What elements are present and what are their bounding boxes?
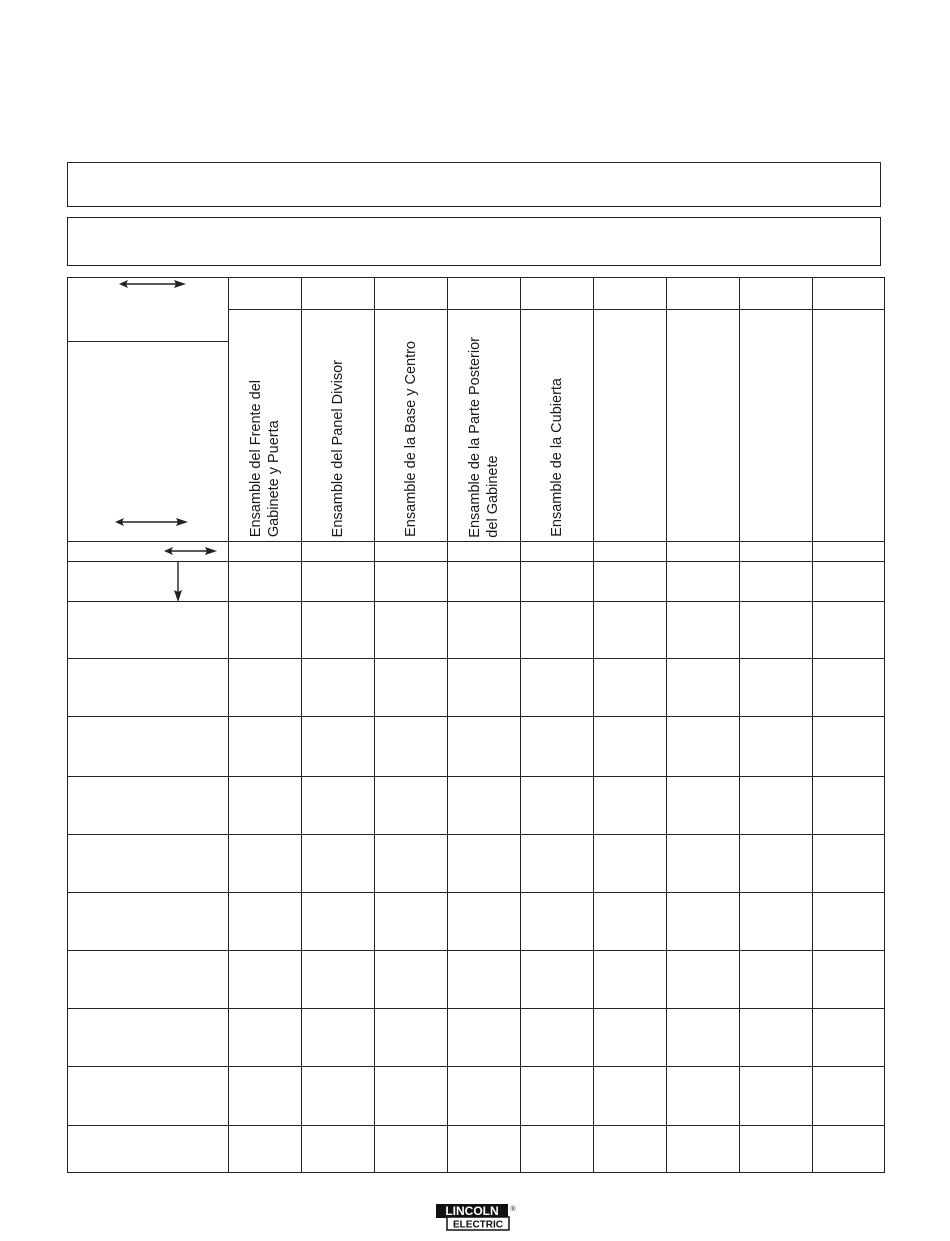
- table-row: [68, 659, 885, 717]
- table-cell: [448, 602, 521, 659]
- row-header-cell: [68, 892, 229, 950]
- arrow-down-icon: [172, 562, 184, 604]
- table-cell: [667, 834, 740, 892]
- table-cell: [813, 602, 885, 659]
- lincoln-electric-logo: [435, 1203, 517, 1231]
- table-row: [68, 892, 885, 950]
- table-cell: [375, 562, 448, 602]
- table-cell: [667, 1125, 740, 1172]
- table-cell: [302, 776, 375, 834]
- table-cell: [740, 717, 813, 776]
- table-cell: [813, 834, 885, 892]
- column-label: Ensamble de la Base y Centro: [403, 341, 419, 538]
- column-label-cell: [521, 310, 594, 542]
- table-cell: [229, 950, 302, 1008]
- column-label-cell: [302, 310, 375, 542]
- table-row: [68, 1008, 885, 1066]
- table-cell: [448, 1008, 521, 1066]
- table-cell: [448, 776, 521, 834]
- table-cell: [521, 717, 594, 776]
- table-cell: [813, 950, 885, 1008]
- table-cell: [521, 834, 594, 892]
- column-label: Ensamble del Panel Divisor: [330, 359, 346, 538]
- corner-divider: [67, 341, 229, 342]
- table-cell: [740, 776, 813, 834]
- table-cell: [667, 717, 740, 776]
- arrow-right-icon: [118, 278, 188, 290]
- table-cell: [302, 659, 375, 717]
- table-cell: [594, 776, 667, 834]
- table-cell: [448, 659, 521, 717]
- column-label-cell: [375, 310, 448, 542]
- table-cell: [375, 892, 448, 950]
- table-cell: [229, 717, 302, 776]
- table-cell: [521, 950, 594, 1008]
- table-cell: [229, 776, 302, 834]
- table-cell: [594, 892, 667, 950]
- table-cell: [302, 562, 375, 602]
- table-cell: [375, 659, 448, 717]
- column-label: Ensamble del Frente del Gabinete y Puerta: [248, 380, 282, 538]
- table-cell: [375, 602, 448, 659]
- row-header-cell: [68, 834, 229, 892]
- table-cell: [667, 659, 740, 717]
- table-cell: [229, 834, 302, 892]
- table-row: [68, 602, 885, 659]
- row-header-cell: [68, 602, 229, 659]
- table-cell: [740, 659, 813, 717]
- table-cell: [521, 892, 594, 950]
- row-header-cell: [68, 950, 229, 1008]
- header-row-labels: [68, 310, 885, 542]
- table-cell: [375, 776, 448, 834]
- table-cell: [229, 562, 302, 602]
- corner-cell-top: [68, 278, 229, 310]
- table-cell: [521, 776, 594, 834]
- table-row: [68, 1066, 885, 1125]
- column-number-cell: [229, 278, 302, 310]
- table-cell: [594, 659, 667, 717]
- table-cell: [302, 1066, 375, 1125]
- table-cell: [375, 950, 448, 1008]
- table-cell: [740, 892, 813, 950]
- column-number-cell: [448, 278, 521, 310]
- table-cell: [813, 776, 885, 834]
- table-cell: [302, 834, 375, 892]
- row-header-cell: [68, 717, 229, 776]
- table-cell: [740, 834, 813, 892]
- column-number-cell: [740, 278, 813, 310]
- table-cell: [667, 892, 740, 950]
- header-box-1: [67, 162, 881, 207]
- column-number-cell: [521, 278, 594, 310]
- table-cell: [229, 1066, 302, 1125]
- table-cell: [740, 1066, 813, 1125]
- logo-line-1: LINCOLN: [445, 1204, 499, 1218]
- table-cell: [813, 1066, 885, 1125]
- table-cell: [667, 776, 740, 834]
- column-label-cell: [667, 310, 740, 542]
- table-cell: [740, 950, 813, 1008]
- table-cell: [302, 950, 375, 1008]
- table-cell: [229, 892, 302, 950]
- table-cell: [594, 1008, 667, 1066]
- table-cell: [740, 562, 813, 602]
- table-row: [68, 834, 885, 892]
- table-cell: [667, 562, 740, 602]
- column-number-cell: [667, 278, 740, 310]
- table-cell: [521, 1008, 594, 1066]
- table-cell: [594, 950, 667, 1008]
- column-number-cell: [302, 278, 375, 310]
- column-number-cell: [375, 278, 448, 310]
- table-cell: [448, 717, 521, 776]
- table-row: [68, 776, 885, 834]
- table-cell: [229, 659, 302, 717]
- table-cell: [229, 1125, 302, 1172]
- arrow-right-icon: [163, 545, 219, 557]
- column-label-cell: [229, 310, 302, 542]
- table-cell: [448, 892, 521, 950]
- column-label-cell: [594, 310, 667, 542]
- table-cell: [302, 602, 375, 659]
- table-row: [68, 950, 885, 1008]
- table-cell: [375, 1008, 448, 1066]
- table-cell: [375, 834, 448, 892]
- table-cell: [813, 717, 885, 776]
- table-cell: [448, 562, 521, 602]
- table-cell: [594, 602, 667, 659]
- table-cell: [740, 1008, 813, 1066]
- corner-cell-bottom: [68, 310, 229, 542]
- table-row: [68, 717, 885, 776]
- table-cell: [667, 602, 740, 659]
- table-cell: [813, 1008, 885, 1066]
- row-header-cell: [68, 659, 229, 717]
- table-cell: [813, 1125, 885, 1172]
- row-header-cell: [68, 776, 229, 834]
- table-cell: [813, 659, 885, 717]
- table-cell: [740, 602, 813, 659]
- table-cell: [448, 1066, 521, 1125]
- table-cell: [813, 562, 885, 602]
- row-header-cell: [68, 1125, 229, 1172]
- table-cell: [594, 1066, 667, 1125]
- logo-mark: ®: [510, 1206, 516, 1213]
- table-cell: [521, 602, 594, 659]
- table-cell: [594, 1125, 667, 1172]
- table-cell: [302, 1125, 375, 1172]
- row-header-cell: [68, 1066, 229, 1125]
- table-cell: [448, 834, 521, 892]
- table-cell: [229, 1008, 302, 1066]
- row-header-cell: [68, 562, 229, 602]
- table-cell: [375, 717, 448, 776]
- header-row-top: [68, 278, 885, 310]
- table-cell: [813, 892, 885, 950]
- table-cell: [594, 717, 667, 776]
- column-label-cell: [448, 310, 521, 542]
- table-cell: [667, 1008, 740, 1066]
- table-cell: [375, 1066, 448, 1125]
- table-cell: [521, 1125, 594, 1172]
- table-cell: [448, 950, 521, 1008]
- table-row: [68, 562, 885, 602]
- parts-matrix-table: [67, 277, 885, 1173]
- table-cell: [521, 562, 594, 602]
- table-row: [68, 1125, 885, 1172]
- table-cell: [667, 1066, 740, 1125]
- header-row-bottom: [68, 542, 885, 562]
- table-cell: [521, 659, 594, 717]
- arrow-right-icon: [114, 516, 190, 528]
- column-label-cell: [813, 310, 885, 542]
- column-number-cell: [594, 278, 667, 310]
- table-cell: [375, 1125, 448, 1172]
- column-label-cell: [740, 310, 813, 542]
- row-header-cell: [68, 1008, 229, 1066]
- row-header-arrow-cell: [68, 542, 229, 562]
- table-cell: [302, 892, 375, 950]
- table-cell: [302, 1008, 375, 1066]
- table-cell: [302, 717, 375, 776]
- table-cell: [594, 562, 667, 602]
- logo-line-2: ELECTRIC: [453, 1219, 503, 1231]
- table-cell: [448, 1125, 521, 1172]
- header-box-2: [67, 217, 881, 266]
- table-cell: [667, 950, 740, 1008]
- table-cell: [740, 1125, 813, 1172]
- column-label: Ensamble de la Parte Posterior del Gabinete: [467, 336, 501, 538]
- table-cell: [229, 602, 302, 659]
- table-cell: [521, 1066, 594, 1125]
- column-number-cell: [813, 278, 885, 310]
- column-label: Ensamble de la Cubierta: [549, 378, 565, 538]
- table-cell: [594, 834, 667, 892]
